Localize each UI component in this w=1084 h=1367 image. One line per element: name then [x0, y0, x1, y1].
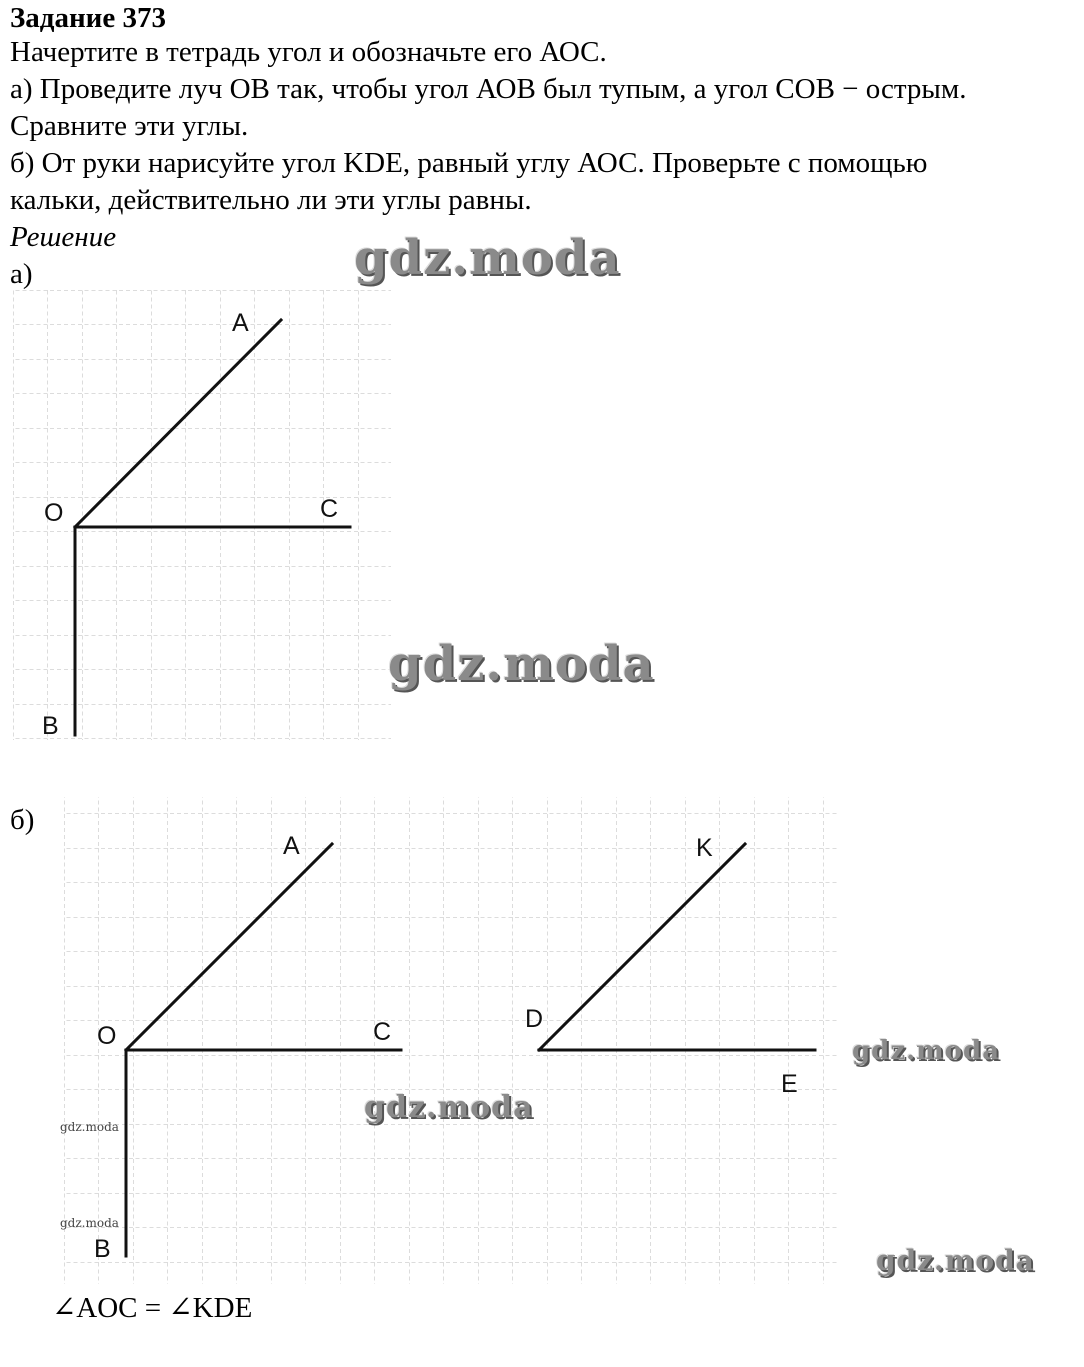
point-b-label-b: B	[94, 1235, 111, 1263]
point-o-label-a: O	[44, 499, 64, 527]
task-line-2: а) Проведите луч ОВ так, чтобы угол АОВ был тупым, а угол СОВ − острым.	[10, 73, 967, 105]
watermark-4: gdz.moda	[852, 1036, 1001, 1066]
point-a-label-a: A	[232, 309, 249, 337]
task-line-1: Начертите в тетрадь угол и обозначьте его АОС.	[10, 36, 607, 68]
point-k-label: K	[696, 834, 713, 862]
point-c-label-a: C	[320, 495, 339, 523]
watermark-7: gdz.moda	[60, 1216, 119, 1230]
part-a-label: а)	[10, 258, 33, 290]
task-title: Задание 373	[10, 2, 167, 34]
solution-heading: Решение	[10, 221, 117, 253]
point-o-label-b: O	[97, 1022, 117, 1050]
point-d-label: D	[525, 1005, 544, 1033]
watermark-2: gdz.moda	[388, 636, 655, 692]
point-c-label-b: C	[373, 1018, 392, 1046]
task-line-3: Сравните эти углы.	[10, 110, 249, 142]
point-e-label: E	[781, 1070, 798, 1098]
grid-b	[64, 797, 839, 1284]
point-a-label-b: A	[283, 832, 300, 860]
part-b-label: б)	[10, 804, 35, 836]
watermark-5: gdz.moda	[876, 1244, 1035, 1277]
point-b-label-a: B	[42, 712, 59, 740]
watermark-1: gdz.moda	[354, 230, 621, 286]
watermark-3: gdz.moda	[364, 1090, 534, 1125]
task-line-4: б) От руки нарисуйте угол KDE, равный углу АОС. Проверьте с помощью	[10, 147, 928, 179]
task-line-5: кальки, действительно ли эти углы равны.	[10, 184, 532, 216]
answer-equation: ∠AOC = ∠KDE	[52, 1292, 253, 1324]
watermark-6: gdz.moda	[60, 1120, 119, 1134]
